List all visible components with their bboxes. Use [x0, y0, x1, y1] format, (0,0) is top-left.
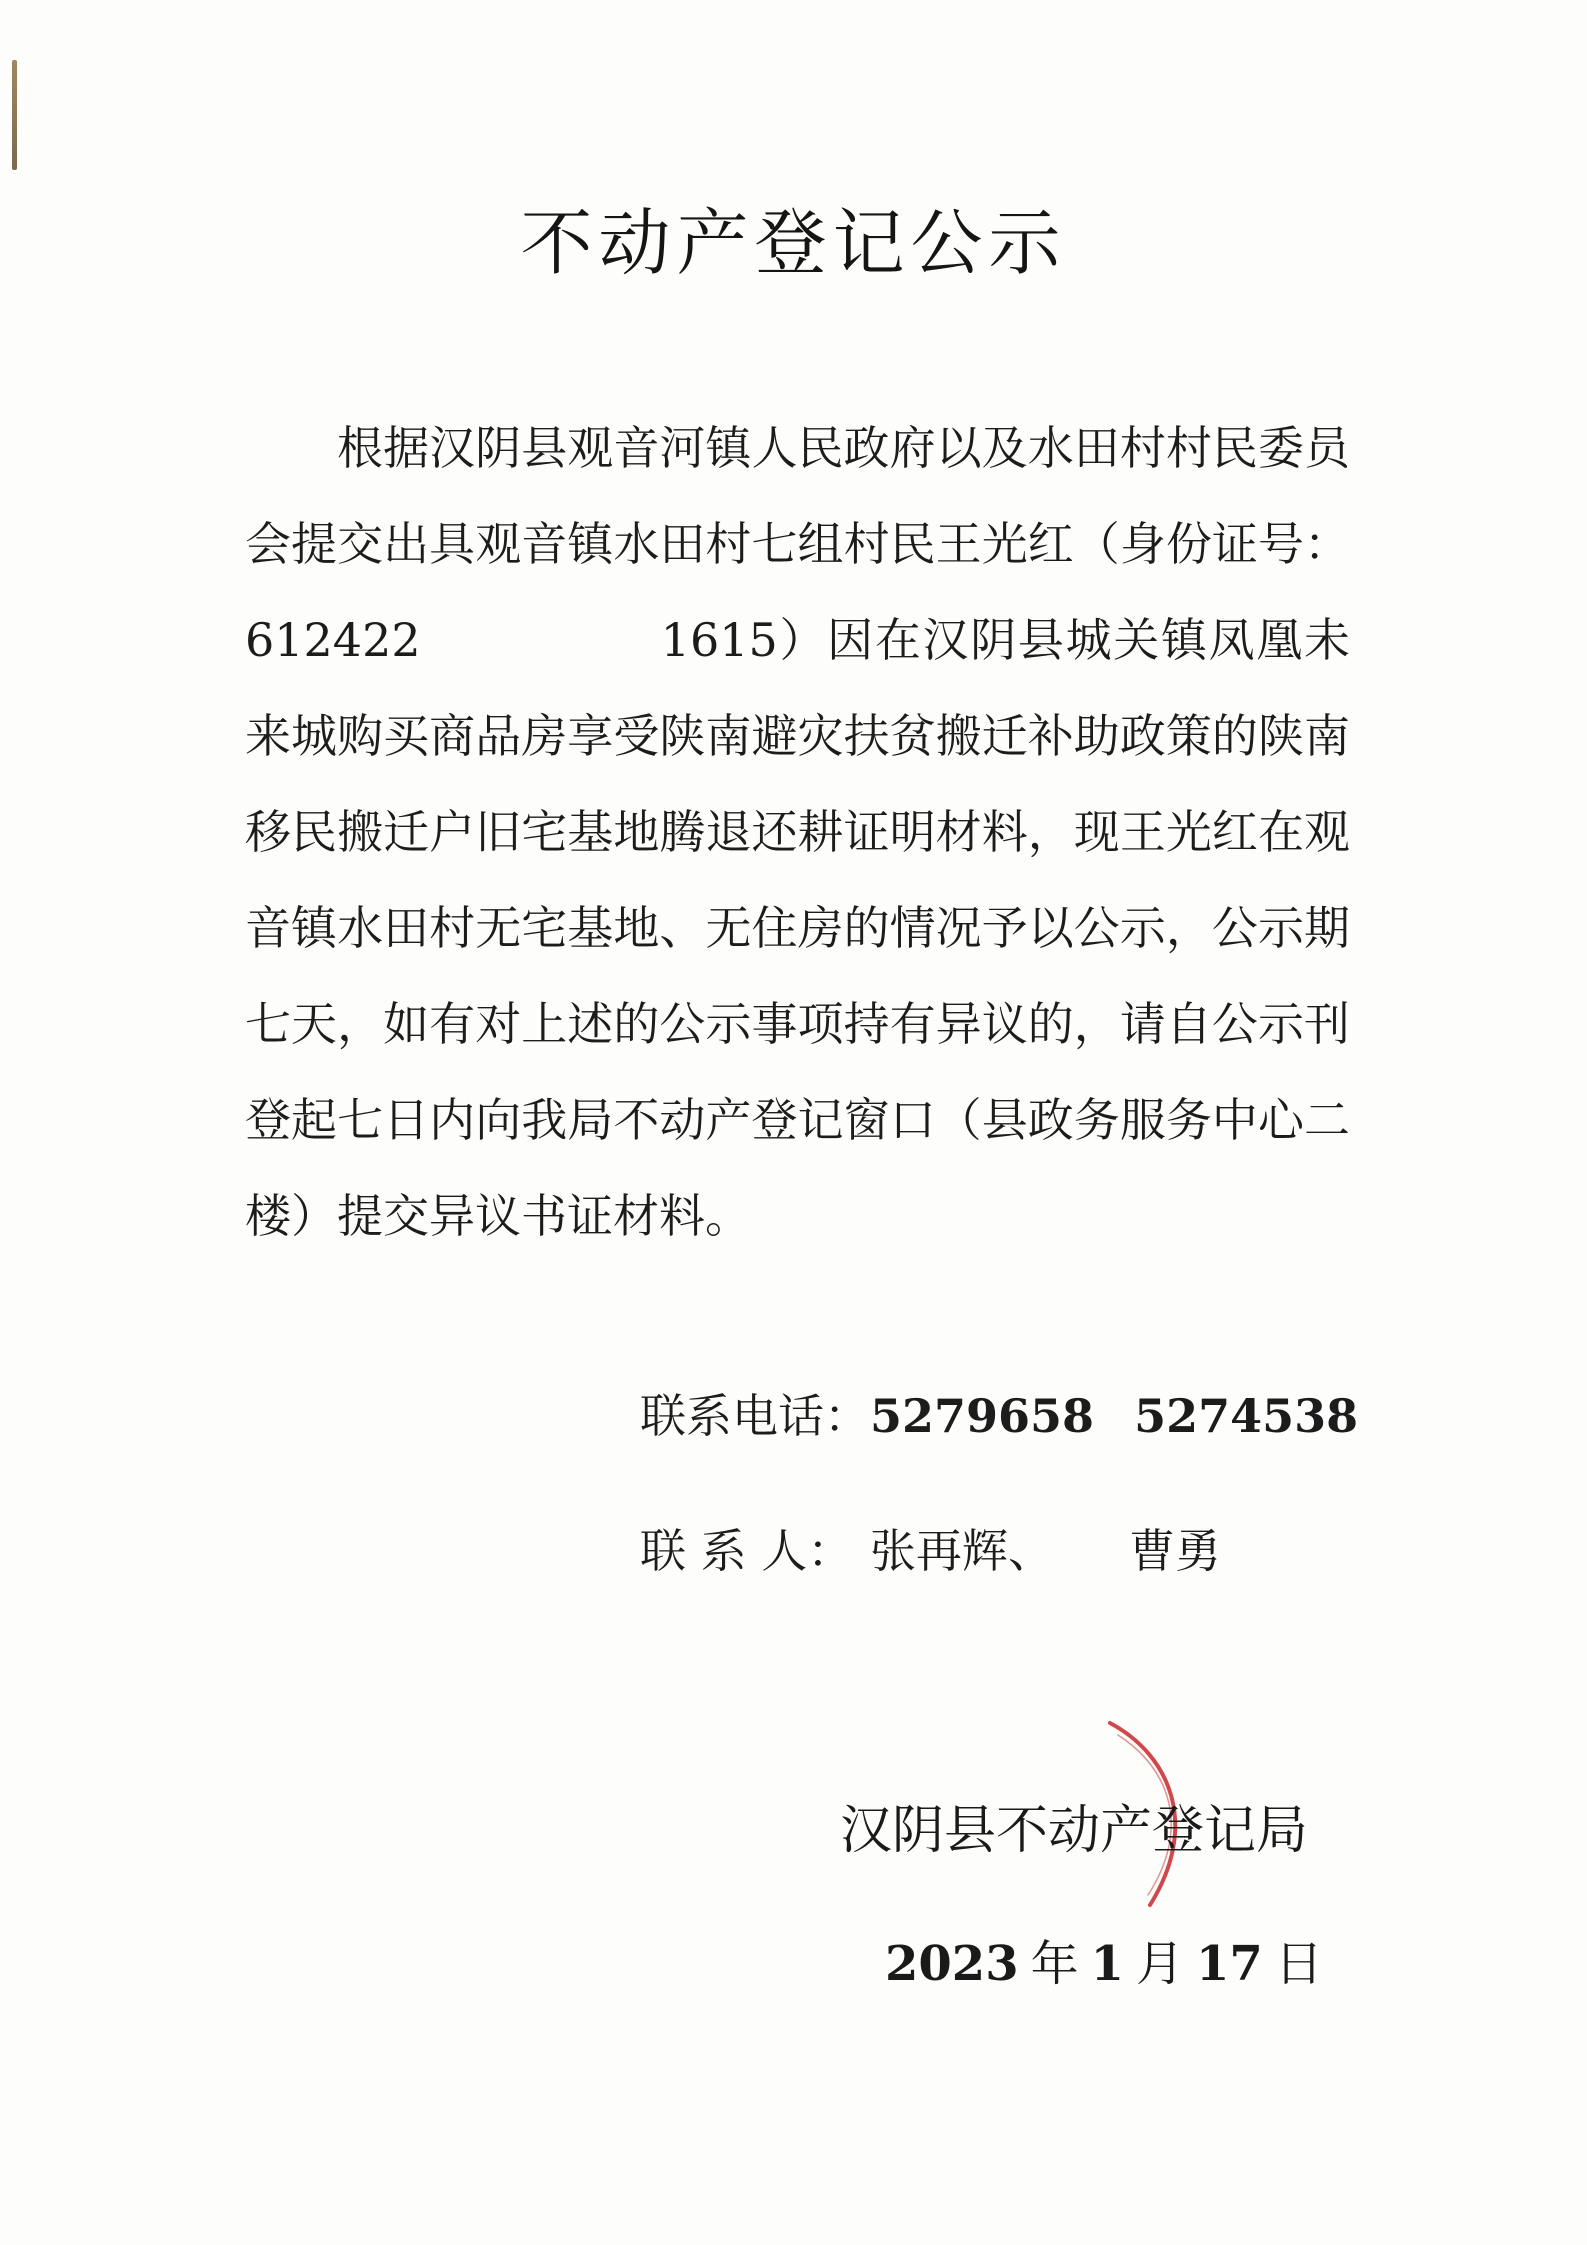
contact-person-1: 张再辉、	[870, 1524, 1054, 1578]
date-year: 2023	[885, 1936, 1019, 1992]
date-day-unit: 日	[1274, 1936, 1323, 1992]
contact-person-line	[640, 1515, 1221, 1581]
body-text: 根据汉阴县观音河镇人民政府以及水田村村民委员会提交出具观音镇水田村七组村民王光红（身份证号：612422 1615）因在汉阴县城关镇凤凰未来城购买商品房享受陕南避灾扶贫搬迁补助政策的陕南移民搬迁户旧宅基地腾退还耕证明材料，现王光红在观音镇水田村无宅基地、无住房的情况予以公示，公示期七天，如有对上述的公示事项持有异议的，请自公示刊登起七日内向我局不动产登记窗口（县政务服务中心二楼）提交异议书证材料。	[245, 421, 1350, 1243]
contact-person-2: 曹勇	[1129, 1524, 1221, 1578]
date-month-unit: 月	[1136, 1936, 1185, 1992]
phone-number-2: 5274538	[1134, 1389, 1359, 1443]
person-label: 联 系 人：	[640, 1524, 854, 1578]
scan-edge-mark	[12, 60, 17, 170]
document-title: 不动产登记公示	[520, 201, 1067, 285]
date-year-unit: 年	[1030, 1936, 1079, 1992]
date-month: 1	[1090, 1936, 1125, 1992]
issue-date	[885, 1925, 1335, 1994]
phone-label: 联系电话：	[640, 1389, 870, 1443]
body-paragraph	[245, 400, 1350, 1264]
phone-number-1: 5279658	[870, 1389, 1095, 1443]
issuing-authority: 汉阴县不动产登记局	[840, 1801, 1309, 1861]
contact-phone-line	[640, 1380, 1358, 1446]
date-day: 17	[1196, 1936, 1263, 1992]
